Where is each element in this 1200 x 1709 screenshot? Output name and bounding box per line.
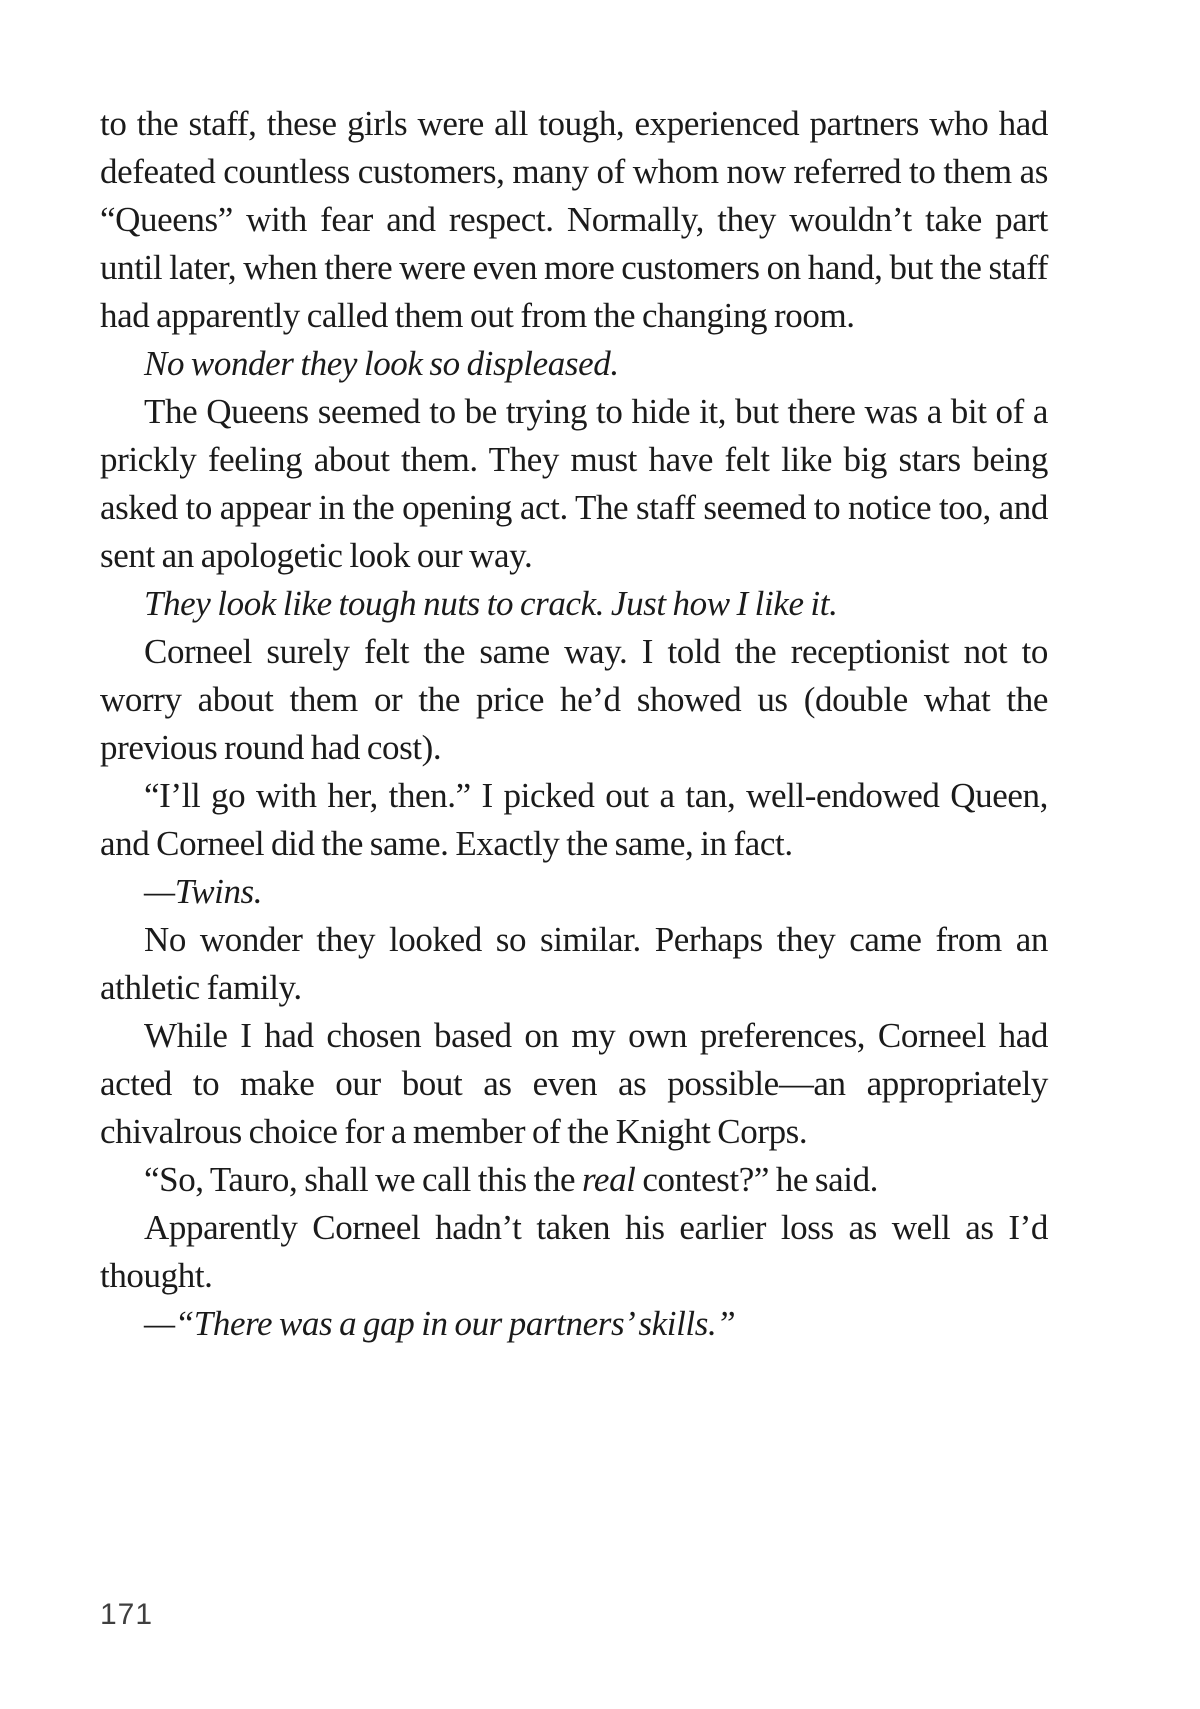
paragraph: to the staff, these girls were all tough, experienced partners who had defeated countless customers, many of whom now referred to them as “Queens” with fear and respect. Normally, they wouldn’t take part until later, when there were even more customers on hand, but the staff had apparently called them out from the changing room. [100, 104, 1048, 335]
paragraph-italic: —Twins. [144, 872, 263, 911]
page-number: 171 [100, 1598, 154, 1631]
paragraph-segment-italic: real [582, 1160, 636, 1199]
paragraph: “I’ll go with her, then.” I picked out a tan, well-endowed Queen, and Corneel did the same. Exactly the same, in fact. [100, 776, 1048, 863]
paragraph: While I had chosen based on my own preferences, Corneel had acted to make our bout as even as possible—an appropriately chivalrous choice for a member of the Knight Corps. [100, 1016, 1048, 1151]
paragraph-italic: No wonder they look so displeased. [144, 344, 619, 383]
paragraph: Apparently Corneel hadn’t taken his earlier loss as well as I’d thought. [100, 1208, 1048, 1295]
paragraph: The Queens seemed to be trying to hide it, but there was a bit of a prickly feeling about them. They must have felt like big stars being asked to appear in the opening act. The staff seemed to notice too, and sent an apologetic look our way. [100, 392, 1048, 575]
paragraph: No wonder they looked so similar. Perhaps they came from an athletic family. [100, 920, 1048, 1007]
paragraph-mixed [100, 1156, 1048, 1204]
body-text [100, 100, 1048, 1348]
paragraph-segment: “So, Tauro, shall we call this the [144, 1160, 583, 1199]
paragraph-segment: contest?” he said. [635, 1160, 879, 1199]
paragraph: Corneel surely felt the same way. I told the receptionist not to worry about them or the price he’d showed us (double what the previous round had cost). [100, 632, 1048, 767]
paragraph-italic: —“There was a gap in our partners’ skills.” [144, 1304, 736, 1343]
paragraph-italic: They look like tough nuts to crack. Just how I like it. [144, 584, 838, 623]
